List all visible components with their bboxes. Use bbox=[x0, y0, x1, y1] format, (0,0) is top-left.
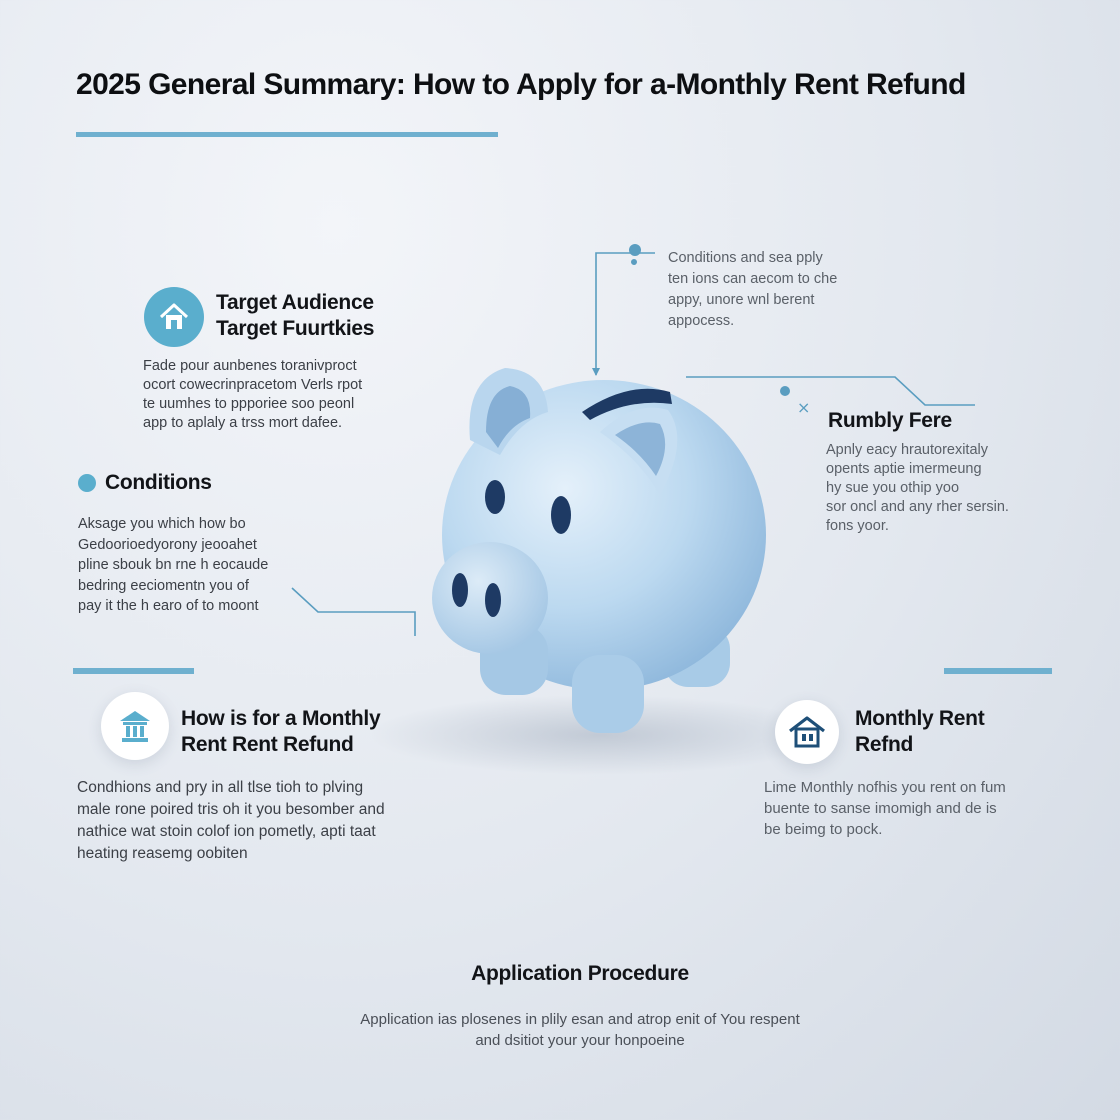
conditions-text: Aksage you which how bo Gedoorioedyorony jeooahet pline sbouk bn rne h eocaude bedring eeciomentn you of pay it the h earo of to moont bbox=[78, 516, 269, 614]
rumbly-text: Apnly eacy hrautorexitaly opents aptie imermeung hy sue you othip yoo sor oncl and any rher sersin. fons yoor. bbox=[826, 442, 1009, 534]
callout-dot bbox=[629, 244, 641, 256]
page-title: 2025 General Summary: How to Apply for a-Monthly Rent Refund bbox=[76, 68, 966, 101]
monthly-rent-text: Lime Monthly nofhis you rent on fum buente to sanse imomigh and de is be beimg to pock. bbox=[764, 779, 1006, 838]
target-audience-text: Fade pour aunbenes toranivproct ocort cowecrinpracetom Verls rpot te uumhes to ppporiee soo peonl app to aplaly a trss mort dafee. bbox=[143, 358, 363, 431]
callout-dot-small bbox=[631, 259, 637, 265]
procedure-heading: Application Procedure bbox=[471, 962, 689, 985]
conditions-heading: Conditions bbox=[105, 471, 212, 494]
conditions-bullet bbox=[78, 474, 96, 492]
house-outline-icon bbox=[775, 700, 839, 764]
left-accent-bar bbox=[73, 668, 194, 674]
monthly-rent-heading: Monthly Rent Refnd bbox=[855, 707, 985, 756]
building-icon bbox=[101, 692, 169, 760]
target-audience-heading: Target Audience Target Fuurtkies bbox=[216, 291, 375, 340]
rumbly-dot bbox=[780, 386, 790, 396]
how-to-text: Condhions and pry in all tlse tioh to plving male rone poired tris oh it you besomber and nathice wat stoin colof ion pometly, apti taat heating reasemg oobiten bbox=[77, 779, 385, 862]
callout-top-text: Conditions and sea pply ten ions can aecom to che appy, unore wnl berent appocess. bbox=[668, 250, 838, 329]
house-icon bbox=[144, 287, 204, 347]
right-accent-bar bbox=[944, 668, 1052, 674]
procedure-text: Application ias plosenes in plily esan and atrop enit of You respent and dsitiot your your honpoeine bbox=[360, 1011, 800, 1049]
close-mark-icon: × bbox=[797, 398, 811, 417]
arrow-head bbox=[592, 368, 600, 376]
how-to-heading: How is for a Monthly Rent Rent Refund bbox=[181, 707, 381, 756]
rumbly-heading: Rumbly Fere bbox=[828, 409, 952, 432]
